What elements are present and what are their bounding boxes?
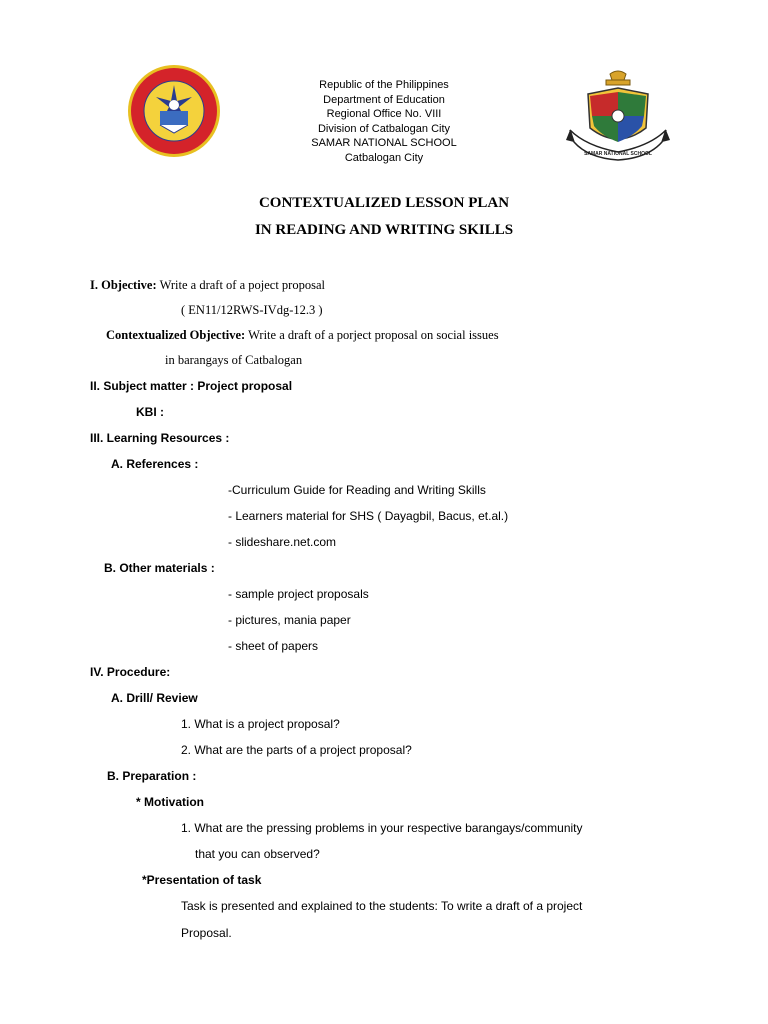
header-line-deped: Department of Education bbox=[323, 93, 445, 106]
school-header bbox=[234, 78, 534, 166]
other-materials-heading: B. Other materials : bbox=[104, 561, 215, 575]
presentation-of-task-heading: *Presentation of task bbox=[142, 873, 262, 887]
header-line-city: Catbalogan City bbox=[344, 151, 424, 164]
contextualized-objective-label: Contextualized Objective: bbox=[106, 328, 246, 342]
preparation-heading: B. Preparation : bbox=[107, 769, 197, 783]
references-heading: A. References : bbox=[111, 457, 199, 471]
objective-code: ( EN11/12RWS-IVdg-12.3 ) bbox=[181, 303, 323, 317]
objective-row bbox=[90, 278, 325, 293]
doc-title-line1: CONTEXTUALIZED LESSON PLAN bbox=[258, 195, 510, 211]
header-line-school: SAMAR NATIONAL SCHOOL bbox=[311, 137, 457, 150]
material-item: - sample project proposals bbox=[228, 587, 369, 601]
header-line-region: Regional Office No. VIII bbox=[326, 108, 442, 121]
kbi-label: KBI : bbox=[136, 405, 164, 419]
drill-question: 2. What are the parts of a project proposal? bbox=[181, 743, 412, 757]
objective-text: Write a draft of a poject proposal bbox=[159, 278, 325, 292]
contextualized-objective-row bbox=[106, 328, 499, 343]
objective-label: I. Objective: bbox=[90, 278, 157, 292]
drill-question: 1. What is a project proposal? bbox=[181, 717, 340, 731]
motivation-question: 1. What are the pressing problems in your respective barangays/community bbox=[181, 821, 583, 835]
contextualized-objective-text: Write a draft of a porject proposal on social issues bbox=[248, 328, 499, 342]
procedure-heading: IV. Procedure: bbox=[90, 665, 171, 679]
learning-resources-heading: III. Learning Resources : bbox=[90, 431, 230, 445]
material-item: - sheet of papers bbox=[228, 639, 319, 653]
svg-text:SAMAR NATIONAL SCHOOL: SAMAR NATIONAL SCHOOL bbox=[584, 151, 652, 157]
drill-review-heading: A. Drill/ Review bbox=[111, 691, 198, 705]
samar-national-school-logo bbox=[566, 68, 670, 168]
deped-division-logo bbox=[124, 61, 224, 161]
contextualized-objective-text-2: in barangays of Catbalogan bbox=[165, 353, 303, 367]
reference-item: - slideshare.net.com bbox=[228, 535, 337, 549]
subject-matter-heading: II. Subject matter : Project proposal bbox=[90, 379, 293, 393]
task-text-2: Proposal. bbox=[181, 926, 232, 940]
motivation-heading: * Motivation bbox=[136, 795, 204, 809]
task-text: Task is presented and explained to the students: To write a draft of a project bbox=[181, 899, 583, 913]
header-line-division: Division of Catbalogan City bbox=[317, 122, 451, 135]
header-line-republic: Republic of the Philippines bbox=[319, 79, 449, 91]
reference-item: - Learners material for SHS ( Dayagbil, Bacus, et.al.) bbox=[228, 509, 509, 523]
reference-item: -Curriculum Guide for Reading and Writing Skills bbox=[228, 483, 486, 497]
material-item: - pictures, mania paper bbox=[228, 613, 351, 627]
doc-title-line2: IN READING AND WRITING SKILLS bbox=[254, 222, 514, 238]
motivation-question-2: that you can observed? bbox=[195, 847, 320, 861]
